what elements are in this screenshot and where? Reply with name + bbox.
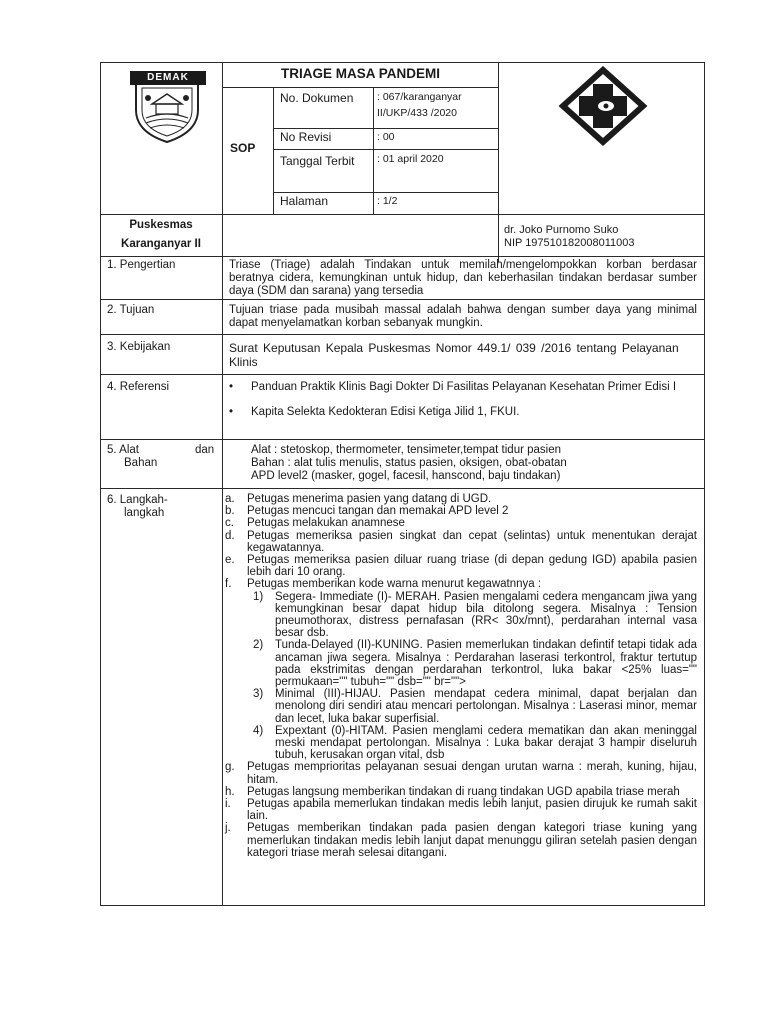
alat-line-2: Bahan : alat tulis menulis, status pasien, oksigen, obat-obatan	[251, 457, 567, 469]
sub-list-mark: 3)	[253, 688, 264, 701]
logo-banner	[130, 71, 206, 85]
list-item	[225, 798, 697, 822]
header-bottom	[100, 214, 498, 215]
section-label-langkah: 6. Langkah-	[107, 494, 168, 506]
section-label-referensi: 4. Referensi	[107, 381, 170, 393]
section-label-langkah-2: langkah	[124, 507, 165, 519]
list-item	[225, 761, 697, 785]
referensi-list	[229, 381, 689, 419]
list-mark: b.	[225, 505, 235, 518]
section-text-tujuan: Tujuan triase pada musibah massal adalah bahwa dengan sumber daya yang minimal dapat menyelamatkan korban sebanyak mungkin.	[229, 304, 697, 329]
row-sep-2	[100, 299, 705, 300]
alat-line-1: Alat : stetoskop, thermometer, tensimeter,tempat tidur pasien	[251, 444, 562, 456]
meta-value-no-dokumen: : 067/karanganyar II/UKP/433 /2020	[377, 91, 462, 119]
referensi-item	[229, 381, 689, 394]
list-item	[225, 786, 697, 798]
meta-row-1	[273, 128, 373, 129]
puskesmas-name: Puskesmas Karanganyar II	[121, 219, 201, 250]
meta-col-mid	[373, 87, 374, 215]
frame-top	[100, 62, 705, 63]
section-text-kebijakan: Surat Keputusan Kepala Puskesmas Nomor 449.1/ 039 /2016 tentang Pelayanan Klinis	[229, 341, 679, 369]
list-item-text: Petugas memeriksa pasien diluar ruang triase (di depan gedung IGD) apabila pasien lebih dari 10 orang.	[247, 554, 697, 579]
list-item	[225, 493, 697, 505]
bullet-icon: •	[229, 406, 234, 418]
langkah-list	[225, 493, 697, 859]
logo-text: DEMAK	[147, 72, 189, 83]
signer-name: dr. Joko Purnomo Suko	[504, 224, 619, 236]
alat-line-3: APD level2 (masker, gogel, facesil, hanscond, baju tindakan)	[251, 470, 561, 482]
list-mark: g.	[225, 761, 235, 774]
row-sep-4	[100, 374, 705, 375]
row-sep-3	[100, 334, 705, 335]
meta-value-no-revisi: : 00	[377, 131, 395, 143]
section-label-bahan: Bahan	[124, 457, 158, 469]
list-item-text: Petugas langsung memberikan tindakan di ruang tindakan UGD apabila triase merah	[247, 785, 680, 798]
meta-value-tanggal-terbit: : 01 april 2020	[377, 153, 444, 165]
demak-logo	[126, 70, 208, 146]
list-item-text: Petugas apabila memerlukan tindakan medis lebih lanjut, pasien dirujuk ke rumah sakit lain.	[247, 798, 697, 823]
sub-list-mark: 1)	[253, 590, 264, 603]
list-mark: e.	[225, 554, 235, 567]
sub-list-mark: 2)	[253, 639, 264, 652]
meta-row-2	[273, 149, 498, 150]
list-mark: d.	[225, 529, 235, 542]
sub-list-item-text: Tunda-Delayed (II)-KUNING. Pasien memerlukan tindakan defintif tetapi tidak ada ancaman jiwa segera. Misalnya : Perdarahan laserasi terkontrol, fraktur tertutup pada ekstrimitas dengan perdarahan terkontrol, luka bakar <25% luas="" permukaan="" tubuh="" dsb="" br="">	[275, 639, 697, 689]
row-sep-5	[100, 439, 705, 440]
meta-label-halaman: Halaman	[280, 194, 329, 208]
list-item	[225, 578, 697, 590]
sub-list-item	[225, 725, 697, 762]
list-item	[225, 505, 697, 517]
frame-left	[100, 62, 101, 906]
list-item-text: Petugas memberikan tindakan pada pasien dengan kategori triase kuning yang memerlukan tindakan medis lebih lanjut dapat menunggu giliran setelah pasien dengan kategori triase merah selesai ditangani.	[247, 822, 697, 859]
section-label-alat-dan: dan	[195, 444, 215, 456]
sub-list-item	[225, 688, 697, 725]
sub-list-mark: 4)	[253, 724, 264, 737]
list-mark: c.	[225, 517, 234, 530]
meta-label-no-dokumen: No. Dokumen	[280, 91, 354, 105]
frame-bottom	[100, 905, 705, 906]
frame-right	[704, 62, 705, 906]
sop-label: SOP	[230, 141, 256, 155]
meta-row-3	[273, 192, 498, 193]
list-item-text: Petugas memberikan kode warna menurut kegawatnnya :	[247, 578, 542, 591]
list-item	[225, 822, 697, 859]
header-divider-left	[222, 62, 223, 906]
signer-nip: NIP 197510182008011003	[504, 237, 635, 249]
logo-box-bottom	[498, 214, 705, 215]
referensi-item	[229, 406, 689, 419]
sub-list-item-text: Segera- Immediate (I)- MERAH. Pasien mengalami cedera mengancam jiwa yang kemungkinan besar dapat hidup bila ditolong segera. Misalnya : Tension pneumothorax, distress pernafasan (RR< 30x/mnt), perdarahan internal vasa besar dsb.	[275, 590, 697, 640]
list-item	[225, 517, 697, 529]
list-mark: a.	[225, 493, 235, 505]
list-mark: f.	[225, 578, 232, 591]
puskesmas-cross-icon	[557, 66, 649, 148]
section-label-pengertian: 1. Pengertian	[107, 259, 176, 271]
section-text-pengertian: Triase (Triage) adalah Tindakan untuk memilah/mengelompokkan korban berdasar beratnya cidera, kemungkinan untuk hidup, dan keberhasilan tindakan berdasar sumber daya (SDM dan sarana) yang tersedia	[229, 259, 697, 297]
list-item-text: Petugas melakukan anamnese	[247, 517, 405, 530]
list-item	[225, 530, 697, 554]
row-sep-1	[100, 256, 705, 257]
meta-label-no-revisi: No Revisi	[280, 130, 332, 144]
sub-list-item-text: Minimal (III)-HIJAU. Pasien mendapat cedera minimal, dapat berjalan dan menolong diri sendiri atau mencari pertolongan. Misalnya : Laserasi minor, memar dan lecet, luka bakar superfisial.	[275, 688, 697, 725]
meta-label-tanggal-terbit: Tanggal Terbit	[280, 154, 355, 168]
referensi-item-text: Kapita Selekta Kedokteran Edisi Ketiga Jilid 1, FKUI.	[251, 406, 520, 418]
list-mark: j.	[225, 822, 231, 835]
sub-list-item	[225, 639, 697, 688]
list-item	[225, 554, 697, 578]
meta-col-left	[273, 87, 274, 215]
section-label-tujuan: 2. Tujuan	[107, 304, 155, 316]
row-sep-6	[100, 488, 705, 489]
bullet-icon: •	[229, 381, 234, 393]
meta-value-halaman: : 1/2	[377, 195, 398, 207]
list-mark: h.	[225, 785, 235, 798]
puskesmas-logo	[557, 66, 649, 148]
list-item-text: Petugas memeriksa pasien singkat dan cepat (selintas) untuk menentukan derajat kegawatannya.	[247, 529, 697, 554]
sub-list-item	[225, 591, 697, 640]
document-title: TRIAGE MASA PANDEMI	[280, 66, 440, 81]
section-label-alat: 5. Alat	[107, 444, 139, 456]
list-item-text: Petugas memprioritas pelayanan sesuai dengan urutan warna : merah, kuning, hijau, hitam.	[247, 761, 697, 786]
meta-row-1b	[373, 128, 498, 129]
list-mark: i.	[225, 798, 231, 811]
list-item-text: Petugas menerima pasien yang datang di UGD.	[247, 493, 492, 505]
header-divider-right	[498, 62, 499, 262]
section-label-kebijakan: 3. Kebijakan	[107, 341, 171, 353]
list-item-text: Petugas mencuci tangan dan memakai APD level 2	[247, 505, 509, 518]
sub-list-item-text: Expextant (0)-HITAM. Pasien menglami cedera mematikan dan akan meninggal meski mendapat pertolongan. Misalnya : Luka bakar derajat 3 hampir diseluruh tubuh, kerusakan organ vital, dsb	[275, 724, 697, 762]
referensi-item-text: Panduan Praktik Klinis Bagi Dokter Di Fasilitas Pelayanan Kesehatan Primer Edisi I	[251, 381, 677, 393]
